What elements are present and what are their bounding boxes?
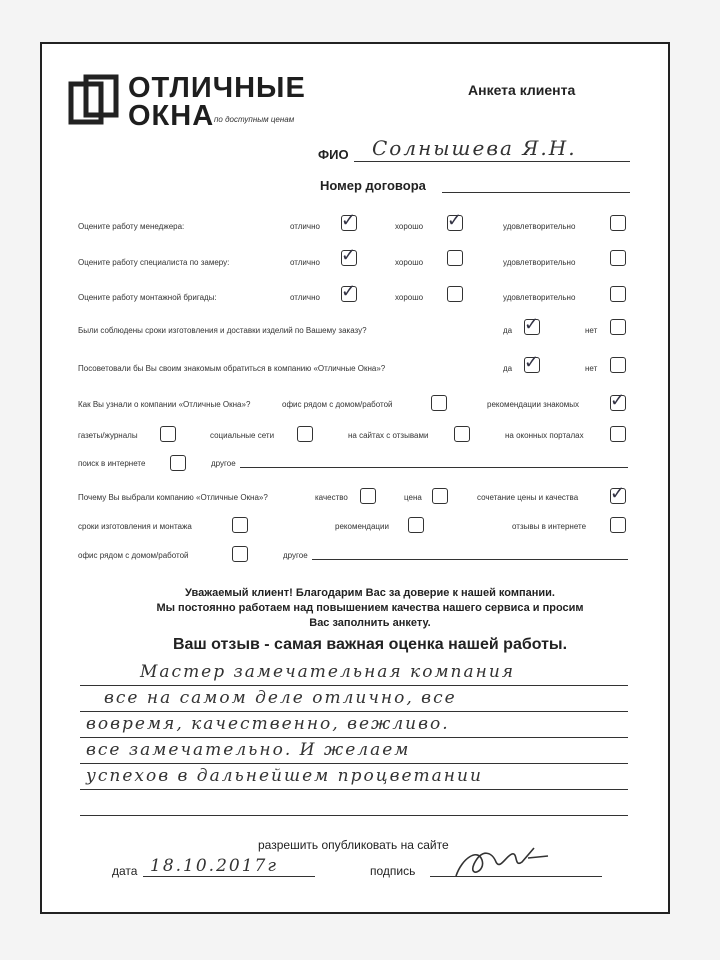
reason-price-label: цена (404, 493, 422, 502)
reason-terms-checkbox[interactable] (232, 517, 248, 533)
reason-quality-checkbox[interactable] (360, 488, 376, 504)
yesno-question-deadlines: Были соблюдены сроки изготовления и доставки изделий по Вашему заказу? (78, 326, 367, 335)
brand-name-line1: ОТЛИЧНЫЕ (128, 72, 306, 104)
reason-reviews-checkbox[interactable] (610, 517, 626, 533)
rating-installers-excellent-checkbox[interactable] (341, 281, 357, 302)
rating-measurer-satisfactory-checkbox[interactable] (610, 250, 626, 266)
no-label: нет (585, 364, 598, 373)
rating-question-installers: Оцените работу монтажной бригады: (78, 293, 217, 302)
source-social-label: социальные сети (210, 431, 275, 440)
review-text-line-3[interactable]: вовремя, качественно, вежливо. (86, 714, 450, 734)
review-heading: Ваш отзыв - самая важная оценка нашей работы. (172, 636, 568, 653)
no-label: нет (585, 326, 598, 335)
rating-installers-satisfactory-checkbox[interactable] (610, 286, 626, 302)
source-portals-checkbox[interactable] (610, 426, 626, 442)
source-recommend-label: рекомендации знакомых (487, 400, 579, 409)
recommend-yes-checkbox[interactable] (524, 352, 540, 373)
check-mark-icon: ✓ (341, 281, 357, 302)
option-label: удовлетворительно (503, 293, 576, 302)
yes-label: да (503, 364, 513, 373)
source-review-sites-label: на сайтах с отзывами (348, 431, 429, 440)
reason-terms-label: сроки изготовления и монтажа (78, 522, 192, 531)
signature-drawing[interactable] (448, 838, 558, 884)
fio-label: ФИО (318, 147, 349, 162)
recommend-no-checkbox[interactable] (610, 357, 626, 373)
reason-other-input[interactable] (312, 559, 628, 560)
review-text-line-1[interactable]: Мастер замечательная компания (140, 662, 516, 682)
date-label: дата (112, 864, 138, 878)
review-text-line-2[interactable]: все на самом деле отлично, все (104, 688, 457, 708)
thanks-line-3: Вас заполнить анкету. (309, 617, 431, 629)
publish-consent: разрешить опубликовать на сайте (258, 838, 449, 852)
source-social-checkbox[interactable] (297, 426, 313, 442)
rating-measurer-good-checkbox[interactable] (447, 250, 463, 266)
source-review-sites-checkbox[interactable] (454, 426, 470, 442)
review-text-line-5[interactable]: успехов в дальнейшем процветании (86, 766, 483, 786)
yesno-question-recommend: Посоветовали бы Вы своим знакомым обратиться в компанию «Отличные Окна»? (78, 364, 386, 373)
reason-recommend-label: рекомендации (335, 522, 389, 531)
yes-label: да (503, 326, 513, 335)
reasons-question: Почему Вы выбрали компанию «Отличные Окна»? (78, 493, 268, 502)
check-mark-icon: ✓ (610, 483, 626, 504)
source-search-label: поиск в интернете (78, 459, 146, 468)
check-mark-icon: ✓ (447, 210, 463, 231)
check-mark-icon: ✓ (341, 210, 357, 231)
contract-label: Номер договора (320, 178, 426, 193)
reason-office-label: офис рядом с домом/работой (78, 551, 189, 560)
check-mark-icon: ✓ (524, 352, 540, 373)
source-question: Как Вы узнали о компании «Отличные Окна»? (78, 400, 251, 409)
source-search-checkbox[interactable] (170, 455, 186, 471)
option-label: хорошо (395, 258, 424, 267)
rating-manager-satisfactory-checkbox[interactable] (610, 215, 626, 231)
reason-recommend-checkbox[interactable] (408, 517, 424, 533)
reason-office-checkbox[interactable] (232, 546, 248, 562)
signature-label: подпись (370, 864, 416, 878)
rating-question-manager: Оцените работу менеджера: (78, 222, 185, 231)
rating-question-measurer: Оцените работу специалиста по замеру: (78, 258, 230, 267)
source-other-label: другое (211, 459, 236, 468)
option-label: хорошо (395, 222, 424, 231)
thanks-line-1: Уважаемый клиент! Благодарим Вас за доверие к нашей компании. (185, 587, 555, 599)
source-other-input[interactable] (240, 467, 628, 468)
deadlines-yes-checkbox[interactable] (524, 314, 540, 335)
rating-measurer-excellent-checkbox[interactable] (341, 245, 357, 266)
check-mark-icon: ✓ (341, 245, 357, 266)
check-mark-icon: ✓ (610, 390, 626, 411)
reason-combo-checkbox[interactable] (610, 483, 626, 504)
rating-installers-good-checkbox[interactable] (447, 286, 463, 302)
option-label: отлично (290, 222, 320, 231)
brand-tagline: по доступным ценам (214, 115, 295, 124)
option-label: удовлетворительно (503, 222, 576, 231)
option-label: отлично (290, 258, 320, 267)
rating-manager-excellent-checkbox[interactable] (341, 210, 357, 231)
option-label: хорошо (395, 293, 424, 302)
review-text-line-4[interactable]: все замечательно. И желаем (86, 740, 411, 760)
thanks-line-2: Мы постоянно работаем над повышением качества нашего сервиса и просим (156, 602, 584, 614)
reason-other-label: другое (283, 551, 308, 560)
option-label: удовлетворительно (503, 258, 576, 267)
date-value[interactable]: 18.10.2017г (150, 856, 278, 876)
reason-reviews-label: отзывы в интернете (512, 522, 587, 531)
reason-quality-label: качество (315, 493, 348, 502)
form-title: Анкета клиента (468, 82, 576, 98)
source-office-label: офис рядом с домом/работой (282, 400, 393, 409)
reason-price-checkbox[interactable] (432, 488, 448, 504)
brand-logo-icon (68, 74, 120, 126)
check-mark-icon: ✓ (524, 314, 540, 335)
reason-combo-label: сочетание цены и качества (477, 493, 579, 502)
fio-value[interactable]: Солнышева Я.Н. (372, 136, 577, 160)
deadlines-no-checkbox[interactable] (610, 319, 626, 335)
source-recommend-checkbox[interactable] (610, 390, 626, 411)
option-label: отлично (290, 293, 320, 302)
source-office-checkbox[interactable] (431, 395, 447, 411)
brand-name-line2: ОКНА (128, 100, 215, 132)
source-portals-label: на оконных порталах (505, 431, 584, 440)
rating-manager-good-checkbox[interactable] (447, 210, 463, 231)
source-papers-label: газеты/журналы (78, 431, 138, 440)
source-papers-checkbox[interactable] (160, 426, 176, 442)
